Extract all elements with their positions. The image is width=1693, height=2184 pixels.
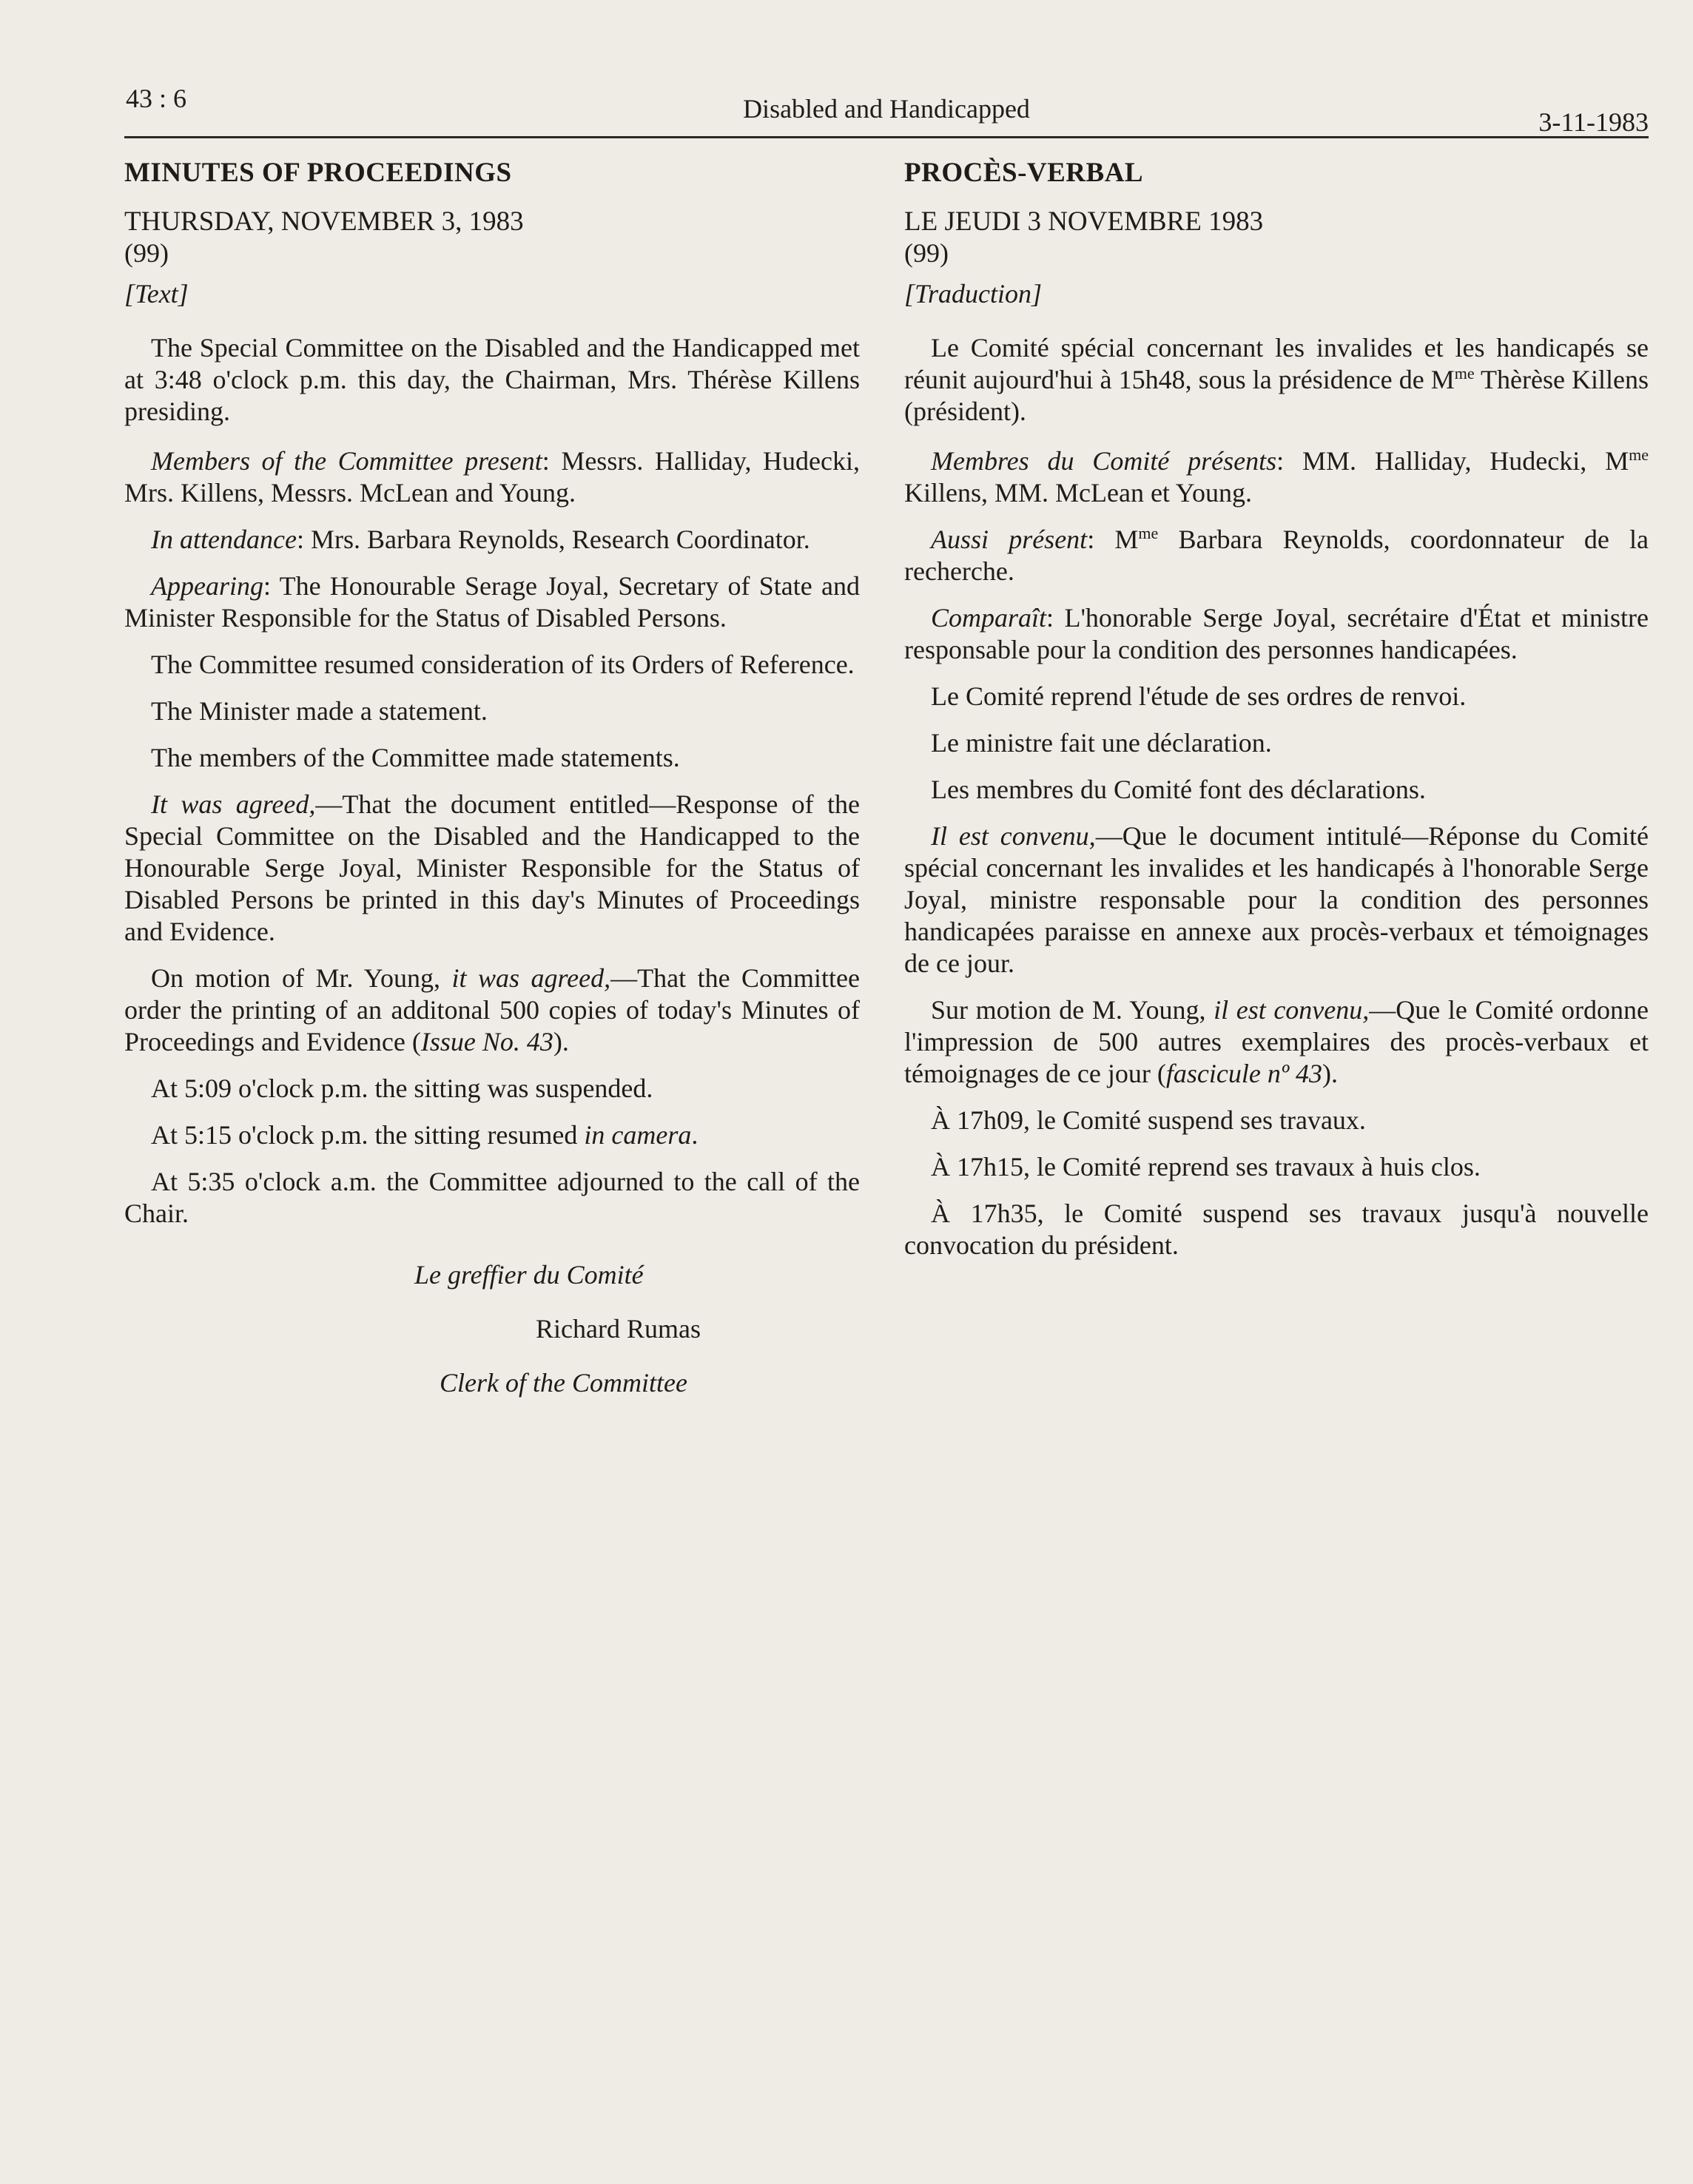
in-attendance-paragraph [124,524,860,556]
header-date: 3-11-1983 [1538,107,1649,137]
proces-verbal-heading: PROCÈS-VERBAL [904,158,1144,188]
motion-text-french: —Que le Comité ordonne l'impression de 500 autres exemplaires des procès-verbaux et témoignages de ce jour ( [904,995,1649,1088]
title-abbreviation: me [1454,364,1475,382]
agreement-text-french: —Que le document intitulé—Réponse du Comité spécial concernant les invalides et les handicapés à l'honorable Serge Joyal, ministre responsable pour la condition des personnes handicapées paraisse en annexe aux procès-verbaux et témoignages de ce jour. [904,821,1649,978]
members-statements-paragraph-french: Les membres du Comité font des déclarations. [931,775,1426,804]
appearing-label: Appearing [151,571,263,601]
running-title: Disabled and Handicapped [743,94,1030,124]
agreement-paragraph [124,789,860,948]
minister-statement-paragraph-french: Le ministre fait une déclaration. [931,728,1272,758]
page-number: 43 : 6 [126,84,187,113]
resumed-paragraph [124,1119,860,1151]
members-statements-paragraph: The members of the Committee made statements. [151,743,680,772]
agreement-label-french: Il est convenu, [931,821,1096,851]
issue-reference: Issue No. 43 [420,1027,553,1056]
motion-intro-french: Sur motion de M. Young, [931,995,1214,1025]
clerk-name: Richard Rumas [536,1314,701,1344]
resumed-text: At 5:15 o'clock p.m. the sitting resumed [151,1120,585,1150]
in-attendance-text-french: : M [1087,525,1139,554]
motion-agreed-label-french: il est convenu, [1214,995,1370,1025]
french-column [904,157,1649,1276]
minutes-heading: MINUTES OF PROCEEDINGS [124,158,512,188]
meeting-date-french: LE JEUDI 3 NOVEMBRE 1983 [904,206,1264,237]
printing-motion-paragraph-french [904,994,1649,1090]
opening-text-french: Le Comité spécial concernant les invalides et les handicapés se réunit aujourd'hui à 15h48, sous la présidence de M [904,333,1649,394]
issue-reference-french: fascicule nº 43 [1165,1059,1322,1088]
members-present-label: Members of the Committee present [151,446,542,476]
agreement-text: —That the document entitled—Response of the Special Committee on the Disabled and the Handicapped to the Honourable Serge Joyal, Minister Responsible for the Status of Disabled Persons be printed in this day's Minutes of Proceedings and Evidence. [124,789,860,946]
clerk-title-english: Clerk of the Committee [440,1368,687,1398]
members-present-paragraph-french [904,445,1649,509]
title-abbreviation: me [1629,445,1649,464]
appearing-paragraph-french [904,602,1649,666]
appearing-label-french: Comparaît [931,603,1047,633]
in-attendance-close-french: Barbara Reynolds, coordonnateur de la recherche. [904,525,1649,586]
appearing-text-french: : L'honorable Serge Joyal, secrétaire d'État et ministre responsable pour la condition des personnes handicapées. [904,603,1649,664]
english-column [124,157,860,1399]
motion-close-french: ). [1322,1059,1338,1088]
meeting-number: (99) [124,238,169,268]
in-attendance-label: In attendance [151,525,297,554]
motion-agreed-label: it was agreed, [451,963,611,993]
resumed-paragraph-french: À 17h15, le Comité reprend ses travaux à huis clos. [931,1152,1481,1182]
meeting-date: THURSDAY, NOVEMBER 3, 1983 [124,206,524,237]
in-camera-term: in camera [584,1120,692,1150]
text-tag: [Text] [124,279,189,309]
agreement-label: It was agreed, [151,789,316,819]
motion-text: —That the Committee order the printing of an additonal 500 copies of today's Minutes of Proceedings and Evidence ( [124,963,861,1056]
members-present-text: : Messrs. Halliday, Hudecki, Mrs. Killens, Messrs. McLean and Young. [124,446,861,508]
members-present-label-french: Membres du Comité présents [931,446,1277,476]
opening-paragraph-french [904,332,1649,428]
in-attendance-label-french: Aussi présent [931,525,1088,554]
motion-close: ). [553,1027,569,1056]
printing-motion-paragraph [124,963,860,1058]
in-attendance-paragraph-french [904,524,1649,587]
translation-tag: [Traduction] [904,279,1043,309]
meeting-number-french: (99) [904,238,949,268]
suspended-paragraph-french: À 17h09, le Comité suspend ses travaux. [931,1105,1366,1135]
page-header [124,77,1649,138]
adjourned-paragraph-french: À 17h35, le Comité suspend ses travaux jusqu'à nouvelle convocation du président. [904,1199,1649,1260]
members-present-text-french: : MM. Halliday, Hudecki, M [1276,446,1629,476]
appearing-paragraph [124,570,860,634]
clerk-signature-block [124,1259,860,1399]
members-present-close-french: Killens, MM. McLean et Young. [904,478,1252,508]
minister-statement-paragraph: The Minister made a statement. [151,696,488,726]
opening-close-french: Thèrèse Killens (président). [904,365,1649,426]
in-attendance-text: : Mrs. Barbara Reynolds, Research Coordinator. [296,525,810,554]
agreement-paragraph-french [904,820,1649,980]
orders-paragraph: The Committee resumed consideration of its Orders of Reference. [151,650,855,679]
members-present-paragraph [124,445,860,509]
title-abbreviation: me [1138,524,1159,542]
resumed-close: . [691,1120,699,1150]
adjourned-paragraph: At 5:35 o'clock a.m. the Committee adjourned to the call of the Chair. [124,1167,860,1228]
motion-intro: On motion of Mr. Young, [151,963,452,993]
opening-paragraph: The Special Committee on the Disabled and the Handicapped met at 3:48 o'clock p.m. this day, the Chairman, Mrs. Thérèse Killens presiding. [124,333,860,426]
suspended-paragraph: At 5:09 o'clock p.m. the sitting was suspended. [151,1074,653,1103]
clerk-title-french: Le greffier du Comité [414,1260,644,1290]
appearing-text: : The Honourable Serage Joyal, Secretary of State and Minister Responsible for the Status of Disabled Persons. [124,571,860,633]
orders-paragraph-french: Le Comité reprend l'étude de ses ordres de renvoi. [931,681,1467,711]
